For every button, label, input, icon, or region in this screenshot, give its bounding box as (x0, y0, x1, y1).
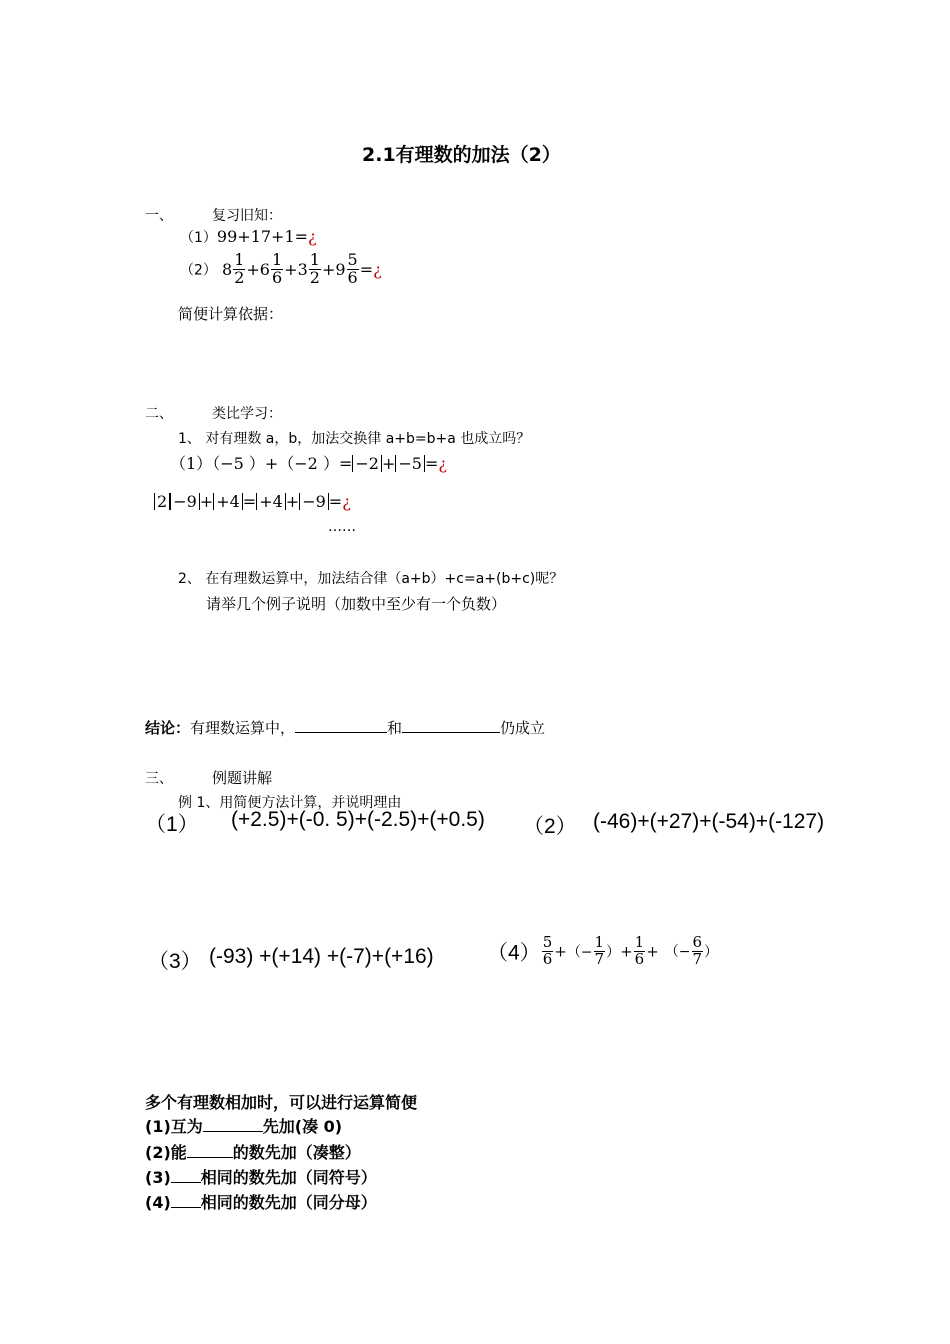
q2-answer-mark: ¿ (373, 259, 382, 279)
summary-rule-4 (145, 1190, 377, 1213)
mixed-number-4: +9 $\frac{5}{6}$ (321, 250, 358, 287)
summary-rule-2 (145, 1140, 361, 1163)
mixed-number-3: +3 $\frac{1}{2}$ (284, 250, 320, 287)
mixed-number-1: 8 $\frac{1}{2}$ (222, 250, 245, 287)
problem-4-label: （4） (487, 941, 541, 965)
section3-heading: 例题讲解 (212, 769, 273, 787)
rule-1-prefix: (1)互为 (145, 1117, 203, 1136)
fraction-numerator: 1 (309, 250, 320, 269)
equals-sign: = (328, 492, 343, 511)
fraction-denominator: 2 (309, 267, 320, 287)
q1-answer-mark: ¿ (308, 227, 317, 246)
fraction-numerator: 5 (542, 933, 553, 951)
ellipsis: …… (328, 519, 356, 535)
plus-sign: + (381, 454, 396, 473)
ex2-answer-mark: ¿ (342, 492, 351, 511)
plus-sign: + (620, 942, 633, 961)
fraction-denominator: 6 (634, 949, 645, 968)
fraction-numerator: 6 (692, 933, 703, 951)
fraction-numerator: 1 (271, 250, 283, 269)
ex1-answer-mark: ¿ (438, 454, 447, 473)
item2-instruction: 请举几个例子说明（加数中至少有一个负数） (206, 595, 507, 613)
fraction-denominator: 6 (347, 267, 358, 287)
page-title: 2.1有理数的加法（2） (362, 144, 561, 166)
fraction-denominator: 6 (542, 949, 553, 968)
q1-label: （1） (180, 230, 217, 246)
item1-question: 1、 对有理数 a，b，加法交换律 a+b=b+a 也成立吗？ (178, 431, 531, 447)
abs-bracket: −9 (170, 493, 200, 510)
rule-3-blank[interactable] (171, 1167, 201, 1183)
fraction-denominator: 7 (594, 949, 605, 968)
summary-rule-1 (145, 1114, 342, 1137)
basis-label: 简便计算依据： (178, 305, 284, 323)
abs-bracket: +4 (256, 493, 286, 510)
rule-1-suffix: 先加(凑 0) (262, 1117, 343, 1136)
section1-heading: 复习旧知： (212, 208, 282, 224)
rule-4-suffix: 相同的数先加（同分母） (200, 1193, 377, 1212)
abs-bracket: −9 (299, 493, 329, 510)
conclusion-text-2: 和 (387, 719, 403, 737)
equals-sign: = (359, 259, 374, 279)
conclusion-text-1: 有理数运算中， (190, 719, 296, 737)
conclusion-blank-2[interactable] (402, 717, 500, 733)
rule-1-blank[interactable] (203, 1116, 263, 1132)
problem-1-label: （1） (145, 813, 199, 836)
conclusion-label: 结论： (145, 719, 191, 737)
abs-bracket: −5 (395, 455, 425, 472)
fraction-denominator: 2 (234, 267, 245, 287)
fraction-denominator: 7 (692, 949, 703, 968)
plus-sign: + (646, 942, 659, 961)
equals-sign: = (424, 454, 439, 473)
problem-2-expression: (-46)+(+27)+(-54)+(-127) (593, 810, 825, 833)
problem-4 (487, 935, 718, 968)
plus-sign: + (554, 942, 567, 961)
rule-4-prefix: (4) (145, 1193, 171, 1212)
conclusion-line (145, 717, 545, 738)
section2-heading: 类比学习： (212, 406, 282, 422)
rule-3-suffix: 相同的数先加（同符号） (200, 1168, 377, 1187)
q2-label: （2） (180, 262, 217, 279)
rule-2-suffix: 的数先加（凑整） (232, 1143, 361, 1162)
example-1-instruction: 例 1、用简便方法计算，并说明理由 (178, 795, 402, 811)
problem-2-label: （2） (523, 815, 577, 838)
section3-number: 三、 (145, 771, 173, 787)
section2-number: 二、 (145, 406, 173, 422)
open-paren: （− (664, 944, 691, 961)
problem-1-expression: (+2.5)+(-0. 5)+(-2.5)+(+0.5) (231, 808, 485, 831)
section1-number: 一、 (145, 208, 173, 224)
fraction-numerator: 5 (347, 250, 358, 269)
commutative-example-1 (170, 451, 447, 474)
ex2-label: 2 (154, 493, 170, 510)
mixed-number-2: +6 $\frac{1}{6}$ (246, 250, 283, 287)
ex1-label: （1） (170, 454, 213, 473)
ex1-left-side: （−5 ）+（−2 ）= (212, 454, 353, 473)
close-paren: ） (606, 944, 621, 961)
rule-3-prefix: (3) (145, 1168, 171, 1187)
item2-question: 2、 在有理数运算中，加法结合律（a+b）+c=a+(b+c)呢？ (178, 571, 564, 587)
summary-rule-3 (145, 1165, 377, 1188)
fraction-numerator: 1 (594, 933, 605, 951)
problem-3-expression: (-93) +(+14) +(-7)+(+16) (209, 945, 434, 968)
plus-sign: + (199, 492, 214, 511)
fraction-numerator: 1 (634, 933, 645, 951)
plus-sign: + (285, 492, 300, 511)
close-paren: ） (704, 944, 719, 961)
abs-bracket: +4 (213, 493, 243, 510)
rule-2-prefix: (2)能 (145, 1143, 187, 1162)
summary-heading: 多个有理数相加时，可以进行运算简便 (145, 1093, 418, 1112)
q1-expression: 99+17+1= (216, 227, 309, 246)
open-paren: （− (566, 944, 593, 961)
rule-4-blank[interactable] (171, 1192, 201, 1208)
fraction-denominator: 6 (271, 267, 283, 287)
review-question-2 (180, 252, 382, 287)
commutative-example-2 (154, 492, 351, 511)
equals-sign: = (242, 492, 257, 511)
conclusion-text-3: 仍成立 (500, 719, 546, 737)
problem-3-label: （3） (148, 950, 202, 973)
conclusion-blank-1[interactable] (295, 717, 387, 733)
fraction-numerator: 1 (234, 250, 245, 269)
rule-2-blank[interactable] (187, 1142, 233, 1158)
abs-bracket: −2 (352, 455, 382, 472)
review-question-1 (180, 227, 317, 247)
